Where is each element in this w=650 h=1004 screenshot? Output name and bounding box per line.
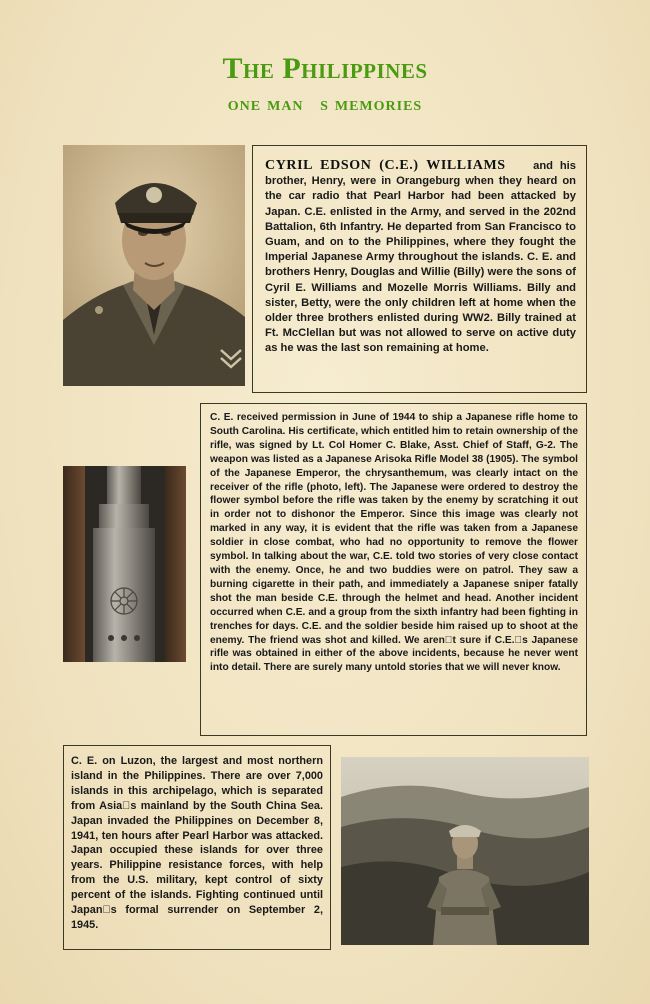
rifle-photo <box>63 466 186 662</box>
page-subtitle: one man s memories <box>227 93 423 115</box>
rifle-illustration <box>63 466 186 662</box>
page-title: The Philippines <box>222 52 428 85</box>
intro-text-box <box>252 145 587 393</box>
portrait-photo <box>63 145 245 386</box>
rifle-text-box <box>200 403 587 736</box>
portrait-illustration <box>63 145 245 386</box>
luzon-paragraph: C. E. on Luzon, the largest and most northern island in the Philippines. There are over 7,000 islands in this archipelago, which is separated from Asia s mainland by the South China Sea. Japan invaded the Philippines on December 8, 1941, ten hours after Pearl Harbor was attacked. Japan occupied these islands for over three years. Philippine resistance forces, with help from the U.S. military, kept control of sixty percent of the islands. Fighting continued until Japan s formal surrender on September 2, 1945. <box>71 755 323 931</box>
luzon-illustration <box>341 757 589 945</box>
intro-body: and his brother, Henry, were in Orangeburg when they heard on the car radio that Pearl Harbor had been attacked by Japan. C.E. enlisted in the Army, and served in the 202nd Battalion, 6th Infantry. He departed from San Francisco to Guam, and on to the Philippines, where they fought the Imperial Japanese Army throughout the islands. C. E. and brothers Henry, Douglas and Willie (Billy) were the sons of Cyril E. Williams and Mozelle Morris Williams. Billy and sister, Betty, were the only children left at home when the older three brothers enlisted during WW2. Billy trained at Ft. McClellan but was not allowed to serve on active duty as he was the last son remaining at home. <box>265 160 576 355</box>
intro-lead-name: CYRIL EDSON (C.E.) WILLIAMS <box>265 158 506 173</box>
rifle-paragraph: C. E. received permission in June of 1944 to ship a Japanese rifle home to South Carolina. His certificate, which entitled him to retain ownership of the rifle, was signed by Lt. Col Homer C. Blake, Asst. Chief of Staff, G-2. The weapon was listed as a Japanese Arisoka Rifle Model 38 (1905). The symbol of the Japanese Emperor, the chrysanthemum, was clearly intact on the receiver of the rifle (photo, left). The Japanese were ordered to destroy the flower symbol before the rifle was taken by the enemy by scratching it out in order not to dishonor the Emperor. Since this image was clearly not marked in any way, it is evident that the rifle was taken from a Japanese soldier in close combat, who had no opportunity to remove the flower symbol. In talking about the war, C.E. told two stories of very close contact with the enemy. Once, he and two buddies were on patrol. They saw a burning cigarette in their path, and immediately a Japanese sniper fatally shot the man beside C.E. through the helmet and head. Another incident occurred when C.E. and a group from the sixth infantry had been fighting in trenches for days. C.E. and the soldier beside him raised up to shoot at the enemy. The friend was shot and killed. We aren t sure if C.E. s Japanese rifle was obtained in either of the above incidents, because he never went into detail. There are surely many untold stories that we will never know. <box>210 412 578 674</box>
luzon-text-box <box>63 745 331 950</box>
luzon-soldier-photo <box>341 757 589 945</box>
intro-paragraph <box>265 158 576 357</box>
